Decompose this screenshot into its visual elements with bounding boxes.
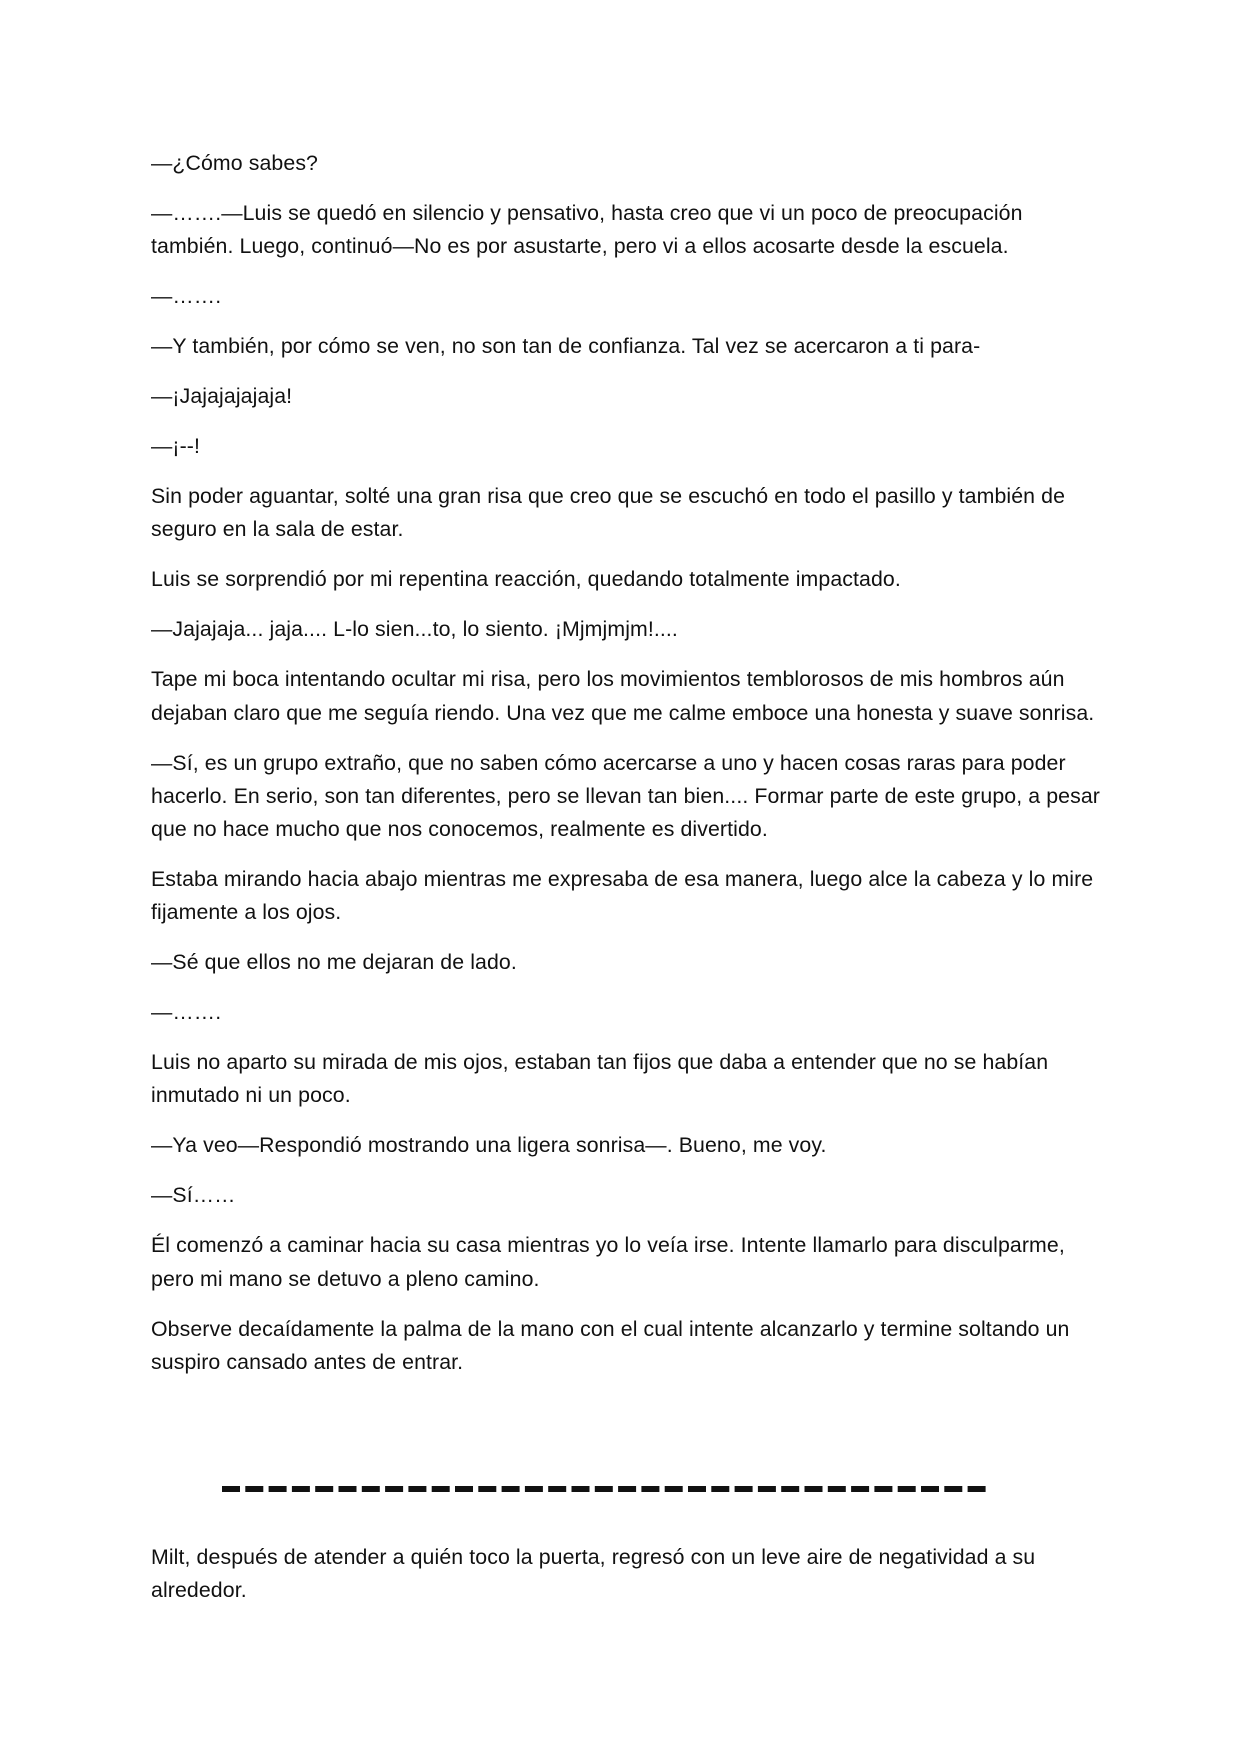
separator-dash: [641, 1486, 659, 1492]
paragraph: Sin poder aguantar, solté una gran risa que creo que se escuchó en todo el pasillo y también de seguro en la sala de estar.: [151, 484, 1066, 542]
paragraph: —Sé que ellos no me dejaran de lado.: [151, 950, 517, 975]
paragraph: —Ya veo—Respondió mostrando una ligera sonrisa—. Bueno, me voy.: [151, 1133, 827, 1158]
paragraph: Él comenzó a caminar hacia su casa mientras yo lo veía irse. Intente llamarlo para disculparme, pero mi mano se detuvo a pleno camino.: [151, 1233, 1065, 1291]
paragraph: Milt, después de atender a quién toco la puerta, regresó con un leve aire de negatividad a su alrededor.: [151, 1545, 1036, 1603]
separator-dash: [595, 1486, 613, 1492]
separator-dash: [362, 1486, 380, 1492]
separator-dash: [455, 1486, 473, 1492]
separator-dash: [408, 1486, 426, 1492]
document-body-continued: [151, 1541, 1106, 1624]
separator-dash: [222, 1486, 240, 1492]
separator-dash: [432, 1486, 450, 1492]
separator-dash: [385, 1486, 403, 1492]
separator-dash: [245, 1486, 263, 1492]
separator-dash: [711, 1486, 729, 1492]
paragraph: —…….: [151, 1000, 222, 1025]
paragraph: Estaba mirando hacia abajo mientras me expresaba de esa manera, luego alce la cabeza y lo mire fijamente a los ojos.: [151, 867, 1094, 925]
separator-dash: [525, 1486, 543, 1492]
paragraph: —Jajajaja... jaja.... L-lo sien...to, lo siento. ¡Mjmjmjm!....: [151, 617, 678, 642]
paragraph: —…….—Luis se quedó en silencio y pensativo, hasta creo que vi un poco de preocupación también. Luego, continuó—No es por asustarte, pero vi a ellos acosarte desde la escuela.: [151, 201, 1023, 259]
paragraph: Tape mi boca intentando ocultar mi risa, pero los movimientos temblorosos de mis hombros aún dejaban claro que me seguía riendo. Una vez que me calme emboce una honesta y suave sonrisa.: [151, 667, 1095, 725]
separator-dash: [548, 1486, 566, 1492]
separator-dash: [898, 1486, 916, 1492]
separator-dash: [781, 1486, 799, 1492]
paragraph: —Y también, por cómo se ven, no son tan de confianza. Tal vez se acercaron a ti para-: [151, 334, 981, 359]
separator-dash: [968, 1486, 986, 1492]
separator-dash: [805, 1486, 823, 1492]
paragraph: Observe decaídamente la palma de la mano con el cual intente alcanzarlo y termine soltando un suspiro cansado antes de entrar.: [151, 1316, 1070, 1374]
separator-dash: [851, 1486, 869, 1492]
separator-dash: [874, 1486, 892, 1492]
separator-dash: [828, 1486, 846, 1492]
paragraph: —Sí……: [151, 1183, 236, 1208]
separator-dash: [478, 1486, 496, 1492]
separator-dash: [315, 1486, 333, 1492]
paragraph: Luis no aparto su mirada de mis ojos, estaban tan fijos que daba a entender que no se habían inmutado ni un poco.: [151, 1050, 1049, 1108]
separator-dash: [292, 1486, 310, 1492]
section-separator: [222, 1469, 1000, 1509]
separator-dash: [735, 1486, 753, 1492]
dashed-separator-line: [222, 1483, 1000, 1495]
separator-dash: [269, 1486, 287, 1492]
separator-dash: [758, 1486, 776, 1492]
separator-dash: [618, 1486, 636, 1492]
separator-dash: [921, 1486, 939, 1492]
paragraph: —¡Jajajajajaja!: [151, 384, 293, 409]
separator-dash: [665, 1486, 683, 1492]
paragraph: —Sí, es un grupo extraño, que no saben cómo acercarse a uno y hacen cosas raras para poder hacerlo. En serio, son tan diferentes, pero se llevan tan bien.... Formar parte de este grupo, a pesar que no hace mucho que nos conocemos, realmente es divertido.: [151, 750, 1100, 842]
separator-dash: [339, 1486, 357, 1492]
paragraph: —¡--!: [151, 434, 200, 459]
paragraph: —…….: [151, 284, 222, 309]
paragraph: Luis se sorprendió por mi repentina reacción, quedando totalmente impactado.: [151, 567, 901, 592]
separator-dash: [944, 1486, 962, 1492]
separator-dash: [688, 1486, 706, 1492]
paragraph: —¿Cómo sabes?: [151, 151, 319, 175]
separator-dash: [572, 1486, 590, 1492]
document-body: [151, 147, 1106, 1396]
separator-dash: [502, 1486, 520, 1492]
